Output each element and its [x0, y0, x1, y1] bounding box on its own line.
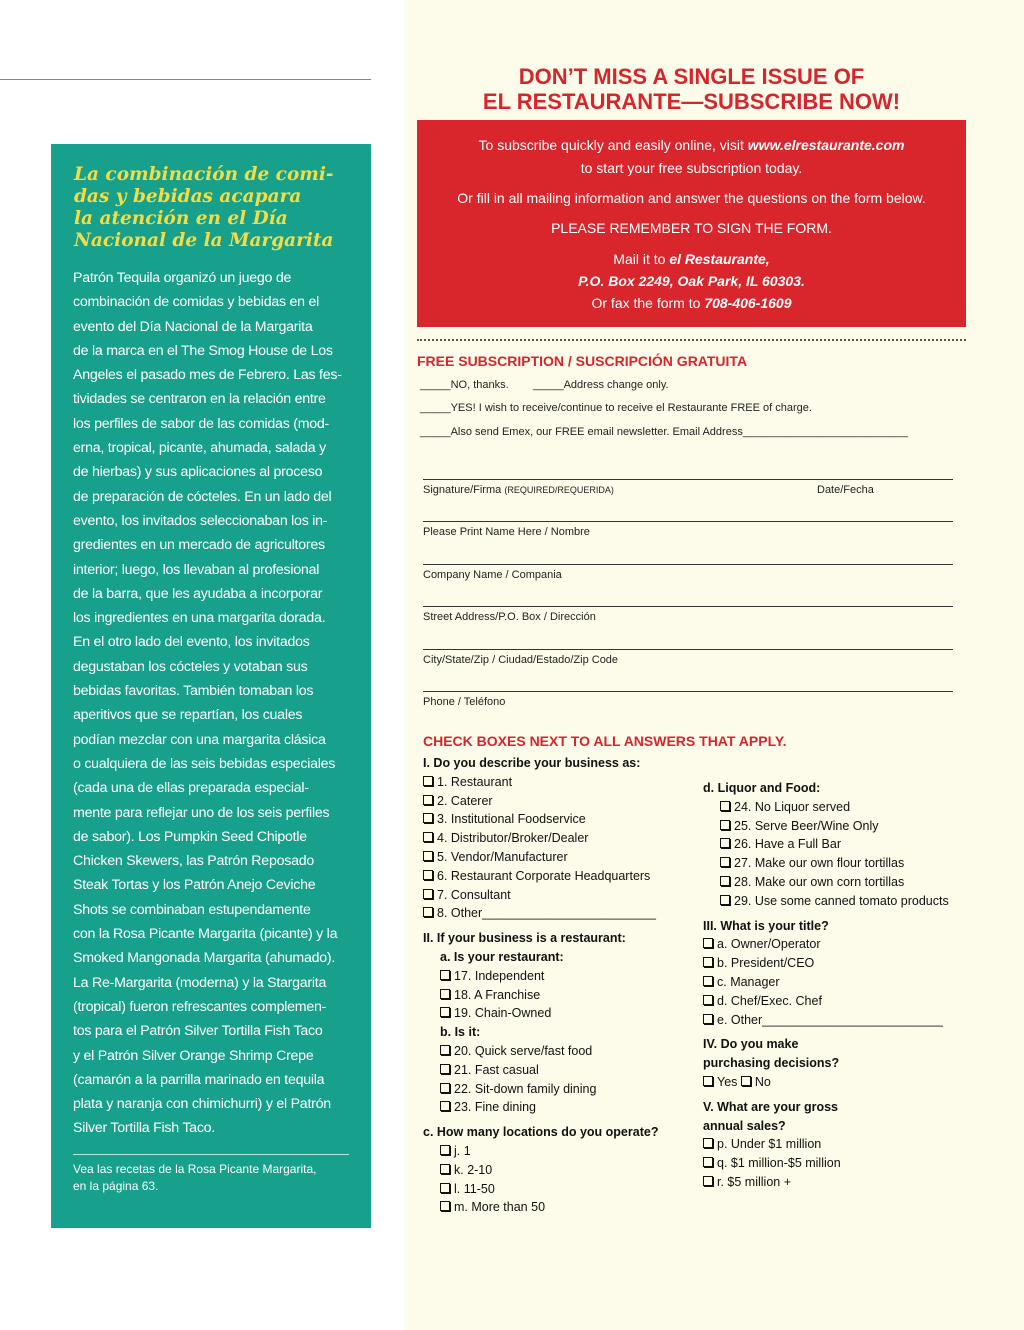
body-line: Chicken Skewers, las Patrón Reposado: [73, 853, 314, 870]
option-label: b. President/CEO: [717, 956, 815, 971]
note-line: Vea las recetas de la Rosa Picante Margarita,: [73, 1162, 317, 1176]
signature-label: [423, 484, 614, 496]
street-label: Street Address/P.O. Box / Dirección: [423, 611, 596, 623]
checkbox-option[interactable]: [423, 886, 658, 905]
sidebar-heading: [74, 164, 359, 252]
magazine-name: EL RESTAURANTE: [482, 89, 682, 114]
checkbox-icon[interactable]: [423, 795, 433, 805]
checkbox-option[interactable]: [703, 798, 949, 817]
checkbox-icon[interactable]: [440, 1101, 450, 1111]
sidebar-divider: [73, 1154, 349, 1155]
option-label: k. 2-10: [454, 1162, 493, 1177]
body-line: tos para el Patrón Silver Tortilla Fish Taco: [73, 1023, 323, 1040]
checkbox-icon[interactable]: [703, 957, 713, 967]
checkbox-option[interactable]: [423, 1161, 658, 1180]
checkbox-icon[interactable]: [440, 1045, 450, 1055]
checkbox-option[interactable]: [703, 1135, 949, 1154]
option-label: a. Owner/Operator: [717, 937, 821, 952]
dotted-cut-line: [417, 339, 966, 341]
checkbox-icon[interactable]: [423, 813, 433, 823]
heading-line: La combinación de comi-: [74, 164, 334, 185]
checkbox-option[interactable]: [423, 986, 658, 1005]
q5-title-line-1: V. What are your gross: [703, 1099, 838, 1114]
body-line: gredientes en un mercado de agricultores: [73, 537, 325, 554]
checkbox-option[interactable]: [423, 1004, 658, 1023]
body-line: Smoked Mangonada Margarita (ahumado).: [73, 950, 336, 967]
checkbox-option[interactable]: [423, 773, 658, 792]
option-label: 17. Independent: [454, 968, 545, 983]
option-label: 8. Other_________________________: [437, 906, 656, 921]
checkbox-icon[interactable]: [440, 1145, 450, 1155]
name-label: Please Print Name Here / Nombre: [423, 526, 590, 538]
no-label: No: [754, 1074, 771, 1089]
checkbox-option[interactable]: [703, 892, 949, 911]
body-line: Shots se combinaban estupendamente: [73, 901, 311, 918]
body-line: Steak Tortas y los Patrón Anejo Ceviche: [73, 877, 316, 894]
company-line[interactable]: [423, 564, 953, 565]
phone-line[interactable]: [423, 691, 953, 692]
city-label: City/State/Zip / Ciudad/Estado/Zip Code: [423, 654, 619, 666]
qd-options: [703, 798, 949, 911]
option-label: 6. Restaurant Corporate Headquarters: [437, 868, 651, 883]
option-label: 21. Fast casual: [454, 1062, 539, 1077]
checkbox-icon[interactable]: [720, 876, 730, 886]
checkbox-icon[interactable]: [720, 895, 730, 905]
body-line: plata y naranja con chimichurri) y el Patrón: [73, 1096, 331, 1113]
body-line: aperitivos que se repartían, los cuales: [73, 707, 303, 724]
questions-right-column: [703, 779, 949, 1192]
company-label: Company Name / Compania: [423, 569, 562, 581]
checkbox-option[interactable]: [703, 1011, 949, 1030]
mail-text: Mail it to: [613, 251, 670, 267]
qd-title: d. Liquor and Food:: [703, 781, 821, 795]
heading-line: la atención en el Día: [74, 208, 288, 229]
option-label: c. Manager: [717, 974, 780, 989]
body-line: bebidas favoritas. También tomaban los: [73, 683, 314, 700]
option-label: 18. A Franchise: [454, 987, 541, 1002]
checkbox-icon[interactable]: [741, 1076, 751, 1086]
body-line: de hierbas) y sus aplicaciones al proceso: [73, 464, 323, 481]
option-label: r. $5 million +: [717, 1174, 791, 1189]
checkbox-icon[interactable]: [703, 938, 713, 948]
emex-option[interactable]: _____Also send Emex, our FREE email newsletter. Email Address___________________________: [420, 426, 908, 438]
checkbox-icon[interactable]: [703, 1076, 713, 1086]
checkbox-option[interactable]: [423, 1042, 658, 1061]
checkbox-option[interactable]: [703, 954, 949, 973]
checkbox-icon[interactable]: [440, 989, 450, 999]
top-rule: [0, 79, 371, 80]
option-label: 22. Sit-down family dining: [454, 1081, 597, 1096]
body-line: erna, tropical, picante, ahumada, salada y: [73, 440, 326, 457]
body-line: tividades se centraron en la relación entre: [73, 391, 326, 408]
checkbox-option[interactable]: [423, 1061, 658, 1080]
checkbox-option[interactable]: [423, 829, 658, 848]
subscribe-now: —SUBSCRIBE NOW!: [681, 89, 901, 114]
checkbox-option[interactable]: [423, 904, 658, 923]
subscribe-instructions: [417, 120, 966, 327]
sign-reminder: PLEASE REMEMBER TO SIGN THE FORM.: [551, 220, 832, 236]
checkbox-icon[interactable]: [703, 1138, 713, 1148]
q1-title: I. Do you describe your business as:: [423, 756, 641, 770]
checkbox-option[interactable]: [703, 1154, 949, 1173]
checkbox-option[interactable]: [423, 1080, 658, 1099]
q3-title: III. What is your title?: [703, 918, 829, 933]
checkbox-option[interactable]: [423, 967, 658, 986]
checkbox-option[interactable]: [423, 848, 658, 867]
checkbox-option[interactable]: [703, 854, 949, 873]
checkbox-icon[interactable]: [423, 776, 433, 786]
phone-label: Phone / Teléfono: [423, 696, 506, 708]
checkbox-icon[interactable]: [703, 1014, 713, 1024]
title-line-1: DON’T MISS A SINGLE ISSUE OF: [518, 64, 865, 89]
body-line: y el Patrón Silver Orange Shrimp Crepe: [73, 1047, 314, 1064]
option-label: p. Under $1 million: [717, 1137, 822, 1152]
date-label: Date/Fecha: [817, 484, 874, 496]
fill-in-line: Or fill in all mailing information and answer the questions on the form below.: [457, 190, 926, 206]
online-line: [417, 137, 966, 153]
option-label: m. More than 50: [454, 1200, 546, 1215]
body-line: los perfiles de sabor de las comidas (mod-: [73, 415, 330, 432]
signature-line[interactable]: [423, 479, 953, 480]
no-thanks-option[interactable]: _____NO, thanks.: [420, 379, 509, 391]
checkbox-icon[interactable]: [720, 838, 730, 848]
q2c-title: c. How many locations do you operate?: [423, 1125, 659, 1140]
body-line: (cada una de ellas preparada especial-: [73, 780, 309, 797]
sidebar-article: [51, 144, 371, 1228]
checkbox-option[interactable]: [423, 1180, 658, 1199]
heading-line: das y bebidas acapara: [74, 186, 302, 207]
option-label: 4. Distributor/Broker/Dealer: [437, 831, 589, 846]
checkbox-option[interactable]: [703, 817, 949, 836]
q4-title-line-1: IV. Do you make: [703, 1037, 799, 1052]
option-label: 19. Chain-Owned: [454, 1006, 552, 1021]
option-label: 26. Have a Full Bar: [734, 837, 841, 852]
checkbox-icon[interactable]: [440, 1007, 450, 1017]
body-line: (tropical) fueron refrescantes complemen-: [73, 998, 327, 1015]
fax-line: [417, 295, 966, 311]
sidebar-note: [73, 1161, 349, 1195]
checkbox-option[interactable]: [703, 935, 949, 954]
body-line: La Re-Margarita (moderna) y la Stargarita: [73, 974, 327, 991]
body-line: degustaban los cócteles y votaban sus: [73, 658, 308, 675]
option-label: 1. Restaurant: [437, 774, 513, 789]
heading-line: Nacional de la Margarita: [74, 230, 334, 251]
checkbox-icon[interactable]: [703, 995, 713, 1005]
q5-options: [703, 1135, 949, 1191]
option-label: 7. Consultant: [437, 887, 511, 902]
online-text: To subscribe quickly and easily online, visit: [478, 137, 748, 153]
checkbox-option[interactable]: [703, 992, 949, 1011]
body-line: interior; luego, los llevaban al profesional: [73, 561, 320, 578]
body-line: combinación de comidas y bebidas en el: [73, 294, 320, 311]
option-label: l. 11-50: [454, 1181, 495, 1196]
body-line: mente para reflejar uno de los seis perfiles: [73, 804, 330, 821]
free-subscription-heading: FREE SUBSCRIPTION / SUSCRIPCIÓN GRATUITA: [417, 353, 748, 369]
fax-text: Or fax the form to: [591, 295, 705, 311]
option-label: 2. Caterer: [437, 793, 493, 808]
checkbox-icon[interactable]: [440, 1164, 450, 1174]
body-line: de sabor). Los Pumpkin Seed Chipotle: [73, 828, 307, 845]
checkbox-icon[interactable]: [440, 1183, 450, 1193]
title-line-2: [417, 89, 966, 114]
checkbox-icon[interactable]: [423, 832, 433, 842]
q2a-title: a. Is your restaurant:: [440, 949, 564, 964]
checkbox-icon[interactable]: [440, 1064, 450, 1074]
checkbox-icon[interactable]: [423, 889, 433, 899]
checkbox-icon[interactable]: [423, 907, 433, 917]
subscribe-title: [417, 64, 966, 114]
body-line: de la barra, que les ayudaba a incorporar: [73, 585, 323, 602]
option-label: 20. Quick serve/fast food: [454, 1043, 593, 1058]
q2c-options: [423, 1142, 658, 1217]
body-line: (camarón a la parrilla marinado en tequila: [73, 1071, 325, 1088]
option-label: d. Chef/Exec. Chef: [717, 993, 822, 1008]
body-line: Patrón Tequila organizó un juego de: [73, 270, 292, 286]
option-label: 28. Make our own corn tortillas: [734, 874, 905, 889]
sidebar-body: [73, 266, 359, 1141]
checkbox-option[interactable]: [423, 792, 658, 811]
q4-options: [703, 1073, 949, 1092]
body-line: con la Rosa Picante Margarita (picante) y la: [73, 926, 338, 943]
mail-address: P.O. Box 2249, Oak Park, IL 60303.: [578, 273, 805, 289]
fax-number: 708-406-1609: [704, 295, 792, 311]
checkbox-icon[interactable]: [423, 870, 433, 880]
body-line: evento del Día Nacional de la Margarita: [73, 318, 313, 335]
questions-left-column: [423, 754, 658, 1217]
option-label: 23. Fine dining: [454, 1100, 537, 1115]
website-link[interactable]: www.elrestaurante.com: [747, 137, 905, 153]
option-label: 29. Use some canned tomato products: [734, 893, 949, 908]
checkbox-icon[interactable]: [720, 820, 730, 830]
q2b-title: b. Is it:: [440, 1025, 481, 1040]
checkbox-icon[interactable]: [440, 970, 450, 980]
option-label: 3. Institutional Foodservice: [437, 812, 586, 827]
checkbox-icon[interactable]: [440, 1083, 450, 1093]
option-label: j. 1: [454, 1143, 471, 1158]
q5-title-line-2: annual sales?: [703, 1118, 786, 1133]
body-line: los ingredientes en una margarita dorada.: [73, 610, 326, 627]
q1-options: [423, 773, 658, 923]
checkbox-icon[interactable]: [423, 851, 433, 861]
name-line[interactable]: [423, 521, 953, 522]
q4-title-line-2: purchasing decisions?: [703, 1056, 840, 1071]
body-line: Silver Tortilla Fish Taco.: [73, 1120, 215, 1137]
city-line[interactable]: [423, 649, 953, 650]
address-change-option[interactable]: _____Address change only.: [533, 379, 669, 391]
signature-text: Signature/Firma: [423, 484, 502, 496]
q2b-options: [423, 1042, 658, 1117]
body-line: de la marca en el The Smog House de Los: [73, 342, 333, 359]
checkbox-option[interactable]: [423, 867, 658, 886]
checkbox-icon[interactable]: [703, 1176, 713, 1186]
checkbox-option[interactable]: [423, 810, 658, 829]
body-line: de preparación de cócteles. En un lado del: [73, 488, 332, 505]
checkbox-option[interactable]: [703, 835, 949, 854]
checkbox-icon[interactable]: [703, 976, 713, 986]
checkbox-icon[interactable]: [440, 1201, 450, 1211]
option-label: e. Other__________________________: [717, 1012, 943, 1027]
body-line: evento, los invitados seleccionaban los in-: [73, 512, 328, 529]
mail-name: el Restaurante,: [669, 251, 770, 267]
checkbox-option[interactable]: [703, 1173, 949, 1192]
option-label: 25. Serve Beer/Wine Only: [734, 818, 879, 833]
checkbox-option[interactable]: [703, 973, 949, 992]
checkbox-icon[interactable]: [720, 801, 730, 811]
body-line: En el otro lado del evento, los invitados: [73, 634, 310, 651]
option-label: q. $1 million-$5 million: [717, 1156, 841, 1171]
option-label: 27. Make our own flour tortillas: [734, 856, 905, 871]
checkbox-option[interactable]: [423, 1142, 658, 1161]
checkbox-icon[interactable]: [703, 1157, 713, 1167]
option-label: 24. No Liquor served: [734, 799, 851, 814]
q2a-options: [423, 967, 658, 1023]
mail-line: [417, 251, 966, 267]
street-line[interactable]: [423, 606, 953, 607]
check-boxes-heading: CHECK BOXES NEXT TO ALL ANSWERS THAT APPLY.: [423, 733, 787, 749]
checkbox-option[interactable]: [703, 873, 949, 892]
note-line: en la página 63.: [73, 1179, 159, 1193]
checkbox-option[interactable]: [423, 1198, 658, 1217]
signature-note: (REQUIRED/REQUERIDA): [504, 485, 614, 495]
q2-title: II. If your business is a restaurant:: [423, 931, 626, 946]
start-line: to start your free subscription today.: [580, 160, 803, 176]
body-line: o cualquiera de las seis bebidas especiales: [73, 755, 336, 772]
checkbox-icon[interactable]: [720, 857, 730, 867]
yes-option[interactable]: _____YES! I wish to receive/continue to receive el Restaurante FREE of charge.: [420, 402, 812, 414]
body-line: podían mezclar con una margarita clásica: [73, 731, 326, 748]
checkbox-option[interactable]: [423, 1098, 658, 1117]
q3-options: [703, 935, 949, 1029]
yes-label: Yes: [717, 1074, 738, 1089]
option-label: 5. Vendor/Manufacturer: [437, 849, 568, 864]
body-line: Angeles el pasado mes de Febrero. Las fes-: [73, 367, 342, 384]
